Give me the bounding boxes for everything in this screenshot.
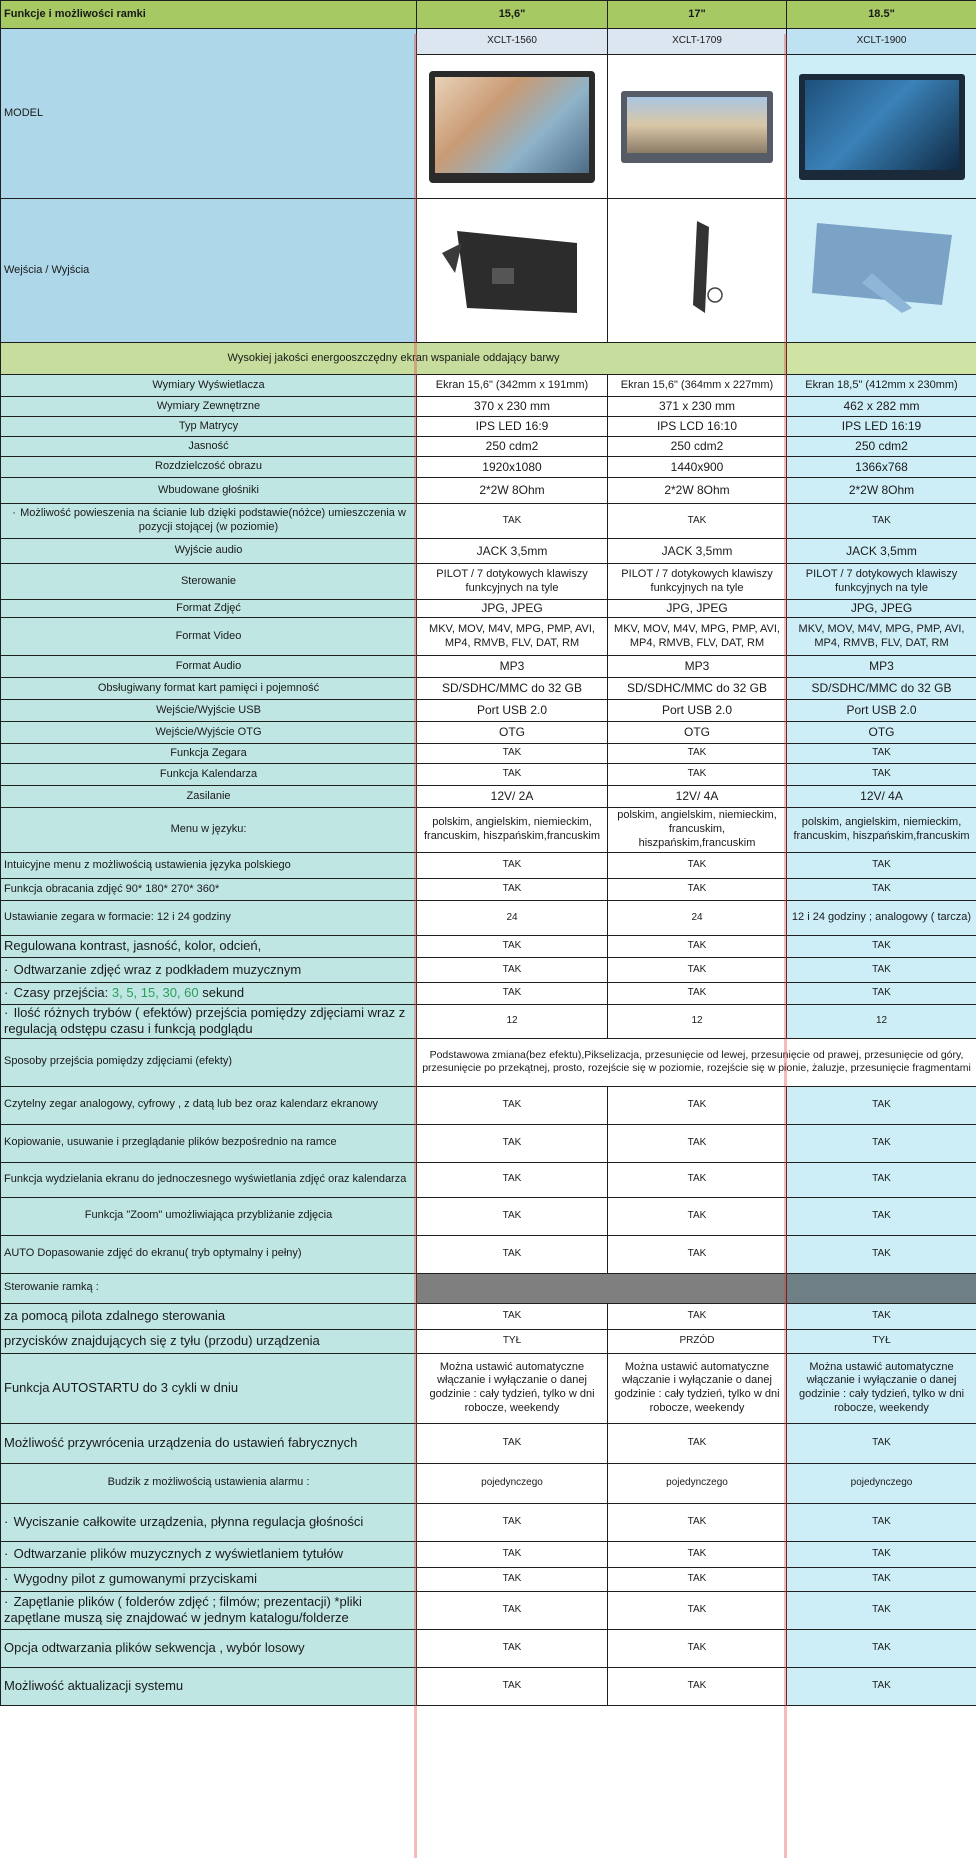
spec-label <box>1 1273 417 1303</box>
spec-value: TAK <box>608 983 787 1005</box>
spec-row <box>1 764 976 786</box>
spec-value: TAK <box>787 1541 976 1567</box>
spec-value: 24 <box>608 901 787 936</box>
spec-value: Można ustawić automatyczne włączanie i wyłączanie o danej godzinie : cały tydzień, tylko w dni robocze, weekendy <box>787 1353 976 1423</box>
spec-row <box>1 958 976 983</box>
spec-value: PILOT / 7 dotykowych klawiszy funkcyjnych na tyle <box>417 564 608 600</box>
spec-row <box>1 1629 976 1667</box>
label-text: Jasność <box>188 439 229 452</box>
spec-row <box>1 1353 976 1423</box>
spec-label <box>1 539 417 564</box>
spec-row <box>1 1005 976 1039</box>
spec-value: IPS LED 16:9 <box>417 417 608 437</box>
spec-row <box>1 539 976 564</box>
spec-value-merged: Podstawowa zmiana(bez efektu),Pikselizacja, przesunięcie od lewej, przesunięcie od prawej, przesunięcie od góry, przesunięcie po przekątnej, prosto, rozejście się w poziomie, rozejście się w pionie, żaluzje, przesunięcie fragmentami <box>417 1038 976 1086</box>
spec-row <box>1 983 976 1005</box>
label-text: Wymiary Zewnętrzne <box>156 399 261 412</box>
spec-value: Ekran 15,6" (364mm x 227mm) <box>608 375 787 397</box>
spec-row <box>1 618 976 656</box>
spec-label <box>1 722 417 744</box>
frame-front-photo <box>608 55 787 199</box>
spec-value: TAK <box>608 853 787 879</box>
label-text: Możliwość powieszenia na ścianie lub dzięki podstawie(nóżce) umieszczenia w pozycji stojącej (w poziomie) <box>20 507 406 533</box>
label-text: Menu w języku: <box>170 823 247 836</box>
spec-label <box>1 397 417 417</box>
spec-value: 12 <box>787 1005 976 1039</box>
label-text: Funkcja wydzielania ekranu do jednoczesnego wyświetlania zdjęć oraz kalendarza <box>4 1172 407 1185</box>
label-text: Funkcja Kalendarza <box>159 767 258 780</box>
label-text: Ustawianie zegara w formacie: 12 i 24 godziny <box>4 911 231 924</box>
spec-value: 2*2W 8Ohm <box>787 478 976 504</box>
spec-label <box>1 786 417 808</box>
spec-value: 1440x900 <box>608 457 787 478</box>
spec-row <box>1 1503 976 1541</box>
spec-label <box>1 1353 417 1423</box>
spec-label <box>1 1162 417 1197</box>
model-code: XCLT-1900 <box>787 29 976 55</box>
spec-row <box>1 879 976 901</box>
spec-label: · Zapętlanie plików ( folderów zdjęć ; filmów; prezentacji) *pliki zapętlane muszą się znajdować w jednym katalogu/folderze <box>1 1591 417 1629</box>
spec-label <box>1 417 417 437</box>
spec-value: Ekran 15,6" (342mm x 191mm) <box>417 375 608 397</box>
spec-value: 250 cdm2 <box>608 437 787 457</box>
size-header: 18.5" <box>787 1 976 29</box>
label-text: Rozdzielczość obrazu <box>155 460 262 473</box>
io-row <box>1 199 976 343</box>
spec-value: PILOT / 7 dotykowych klawiszy funkcyjnych na tyle <box>608 564 787 600</box>
spec-value: JACK 3,5mm <box>608 539 787 564</box>
spec-value: TAK <box>417 1197 608 1235</box>
spec-value: TAK <box>608 958 787 983</box>
spec-label <box>1 618 417 656</box>
spec-row <box>1 600 976 618</box>
label-text: Możliwość aktualizacji systemu <box>4 1677 184 1693</box>
spec-value: TAK <box>417 1541 608 1567</box>
spec-row <box>1 437 976 457</box>
frame-front-photo <box>417 55 608 199</box>
spec-value: TAK <box>417 1124 608 1162</box>
label-text: Sposoby przejścia pomiędzy zdjęciami (efekty) <box>4 1055 233 1068</box>
frame-back-image <box>802 213 962 323</box>
spec-label <box>1 1197 417 1235</box>
spec-value: TAK <box>608 764 787 786</box>
label-text: Funkcja obracania zdjęć 90* 180* 270* 360* <box>4 882 220 895</box>
spec-value: JPG, JPEG <box>608 600 787 618</box>
spec-value: TAK <box>787 1197 976 1235</box>
spec-value: MP3 <box>417 656 608 678</box>
spec-row <box>1 808 976 853</box>
label-text: Budzik z możliwością ustawienia alarmu : <box>107 1476 310 1489</box>
spec-row <box>1 417 976 437</box>
model-label: MODEL <box>1 29 417 199</box>
spec-label: · Możliwość powieszenia na ścianie lub dzięki podstawie(nóżce) umieszczenia w pozycji stojącej (w poziomie) <box>1 504 417 539</box>
spec-value: OTG <box>608 722 787 744</box>
spec-value: Ekran 18,5" (412mm x 230mm) <box>787 375 976 397</box>
spec-value: TAK <box>608 1162 787 1197</box>
spec-label <box>1 879 417 901</box>
spec-row <box>1 853 976 879</box>
section-divider <box>787 1273 976 1303</box>
label-text: za pomocą pilota zdalnego sterowania <box>4 1307 226 1323</box>
spec-label <box>1 600 417 618</box>
spec-row <box>1 1423 976 1463</box>
spec-value: JACK 3,5mm <box>417 539 608 564</box>
label-text: Czasy przejścia: <box>13 985 112 1001</box>
spec-row <box>1 1086 976 1124</box>
label-text: Zapętlanie plików ( folderów zdjęć ; filmów; prezentacji) *pliki zapętlane muszą się znajdować w jednym katalogu/folderze <box>4 1593 362 1625</box>
spec-value: TAK <box>417 1303 608 1329</box>
spec-value: JPG, JPEG <box>417 600 608 618</box>
spec-label <box>1 656 417 678</box>
spec-row <box>1 397 976 417</box>
label-text: sekund <box>198 985 245 1001</box>
spec-value: MP3 <box>787 656 976 678</box>
label-text: Regulowana kontrast, jasność, kolor, odcień, <box>4 938 262 954</box>
spec-row <box>1 457 976 478</box>
spec-value: 12V/ 4A <box>608 786 787 808</box>
spec-label <box>1 478 417 504</box>
spec-value: PRZÓD <box>608 1329 787 1353</box>
spec-value: 24 <box>417 901 608 936</box>
spec-row <box>1 564 976 600</box>
spec-value: TAK <box>787 764 976 786</box>
spec-label <box>1 1086 417 1124</box>
spec-label <box>1 457 417 478</box>
spec-value: SD/SDHC/MMC do 32 GB <box>417 678 608 700</box>
spec-value: TAK <box>417 1503 608 1541</box>
spec-value: TAK <box>787 936 976 958</box>
spec-value: TYŁ <box>787 1329 976 1353</box>
label-text: Odtwarzanie zdjęć wraz z podkładem muzycznym <box>13 961 302 977</box>
spec-value: 12 i 24 godziny ; analogowy ( tarcza) <box>787 901 976 936</box>
label-text: Funkcja AUTOSTARTU do 3 cykli w dniu <box>4 1379 239 1395</box>
spec-value: TAK <box>417 764 608 786</box>
frame-back-image <box>437 213 587 323</box>
spec-label: · Wyciszanie całkowite urządzenia, płynna regulacja głośności <box>1 1503 417 1541</box>
spec-value: TAK <box>608 1086 787 1124</box>
label-text: Wejście/Wyjście OTG <box>155 725 262 738</box>
spec-row <box>1 504 976 539</box>
label-text: Format Audio <box>175 659 242 672</box>
spec-value: 12V/ 4A <box>787 786 976 808</box>
spec-value: 2*2W 8Ohm <box>417 478 608 504</box>
spec-value: MKV, MOV, M4V, MPG, PMP, AVI, MP4, RMVB, FLV, DAT, RM <box>608 618 787 656</box>
spec-value: pojedynczego <box>787 1463 976 1503</box>
frame-back-photo <box>608 199 787 343</box>
spec-value: 250 cdm2 <box>787 437 976 457</box>
spec-value: polskim, angielskim, niemieckim, francuskim, hiszpańskim,francuskim <box>417 808 608 853</box>
spec-value: TYŁ <box>417 1329 608 1353</box>
spec-value: TAK <box>608 1667 787 1705</box>
spec-value: 1920x1080 <box>417 457 608 478</box>
spec-value: SD/SDHC/MMC do 32 GB <box>787 678 976 700</box>
spec-row <box>1 1303 976 1329</box>
label-text: Typ Matrycy <box>178 419 239 432</box>
spec-value: TAK <box>417 1235 608 1273</box>
spec-row <box>1 901 976 936</box>
label-text: Format Zdjęć <box>176 601 241 614</box>
spec-row <box>1 786 976 808</box>
spec-row <box>1 1273 976 1303</box>
column-divider <box>414 34 417 1858</box>
spec-value: TAK <box>608 744 787 764</box>
spec-value: 462 x 282 mm <box>787 397 976 417</box>
label-text: Wbudowane głośniki <box>158 483 259 496</box>
spec-value: 2*2W 8Ohm <box>608 478 787 504</box>
spec-row <box>1 1541 976 1567</box>
label-text: Możliwość przywrócenia urządzenia do ustawień fabrycznych <box>4 1434 358 1450</box>
column-divider <box>784 34 787 1858</box>
spec-label <box>1 678 417 700</box>
spec-value: MKV, MOV, M4V, MPG, PMP, AVI, MP4, RMVB, FLV, DAT, RM <box>787 618 976 656</box>
spec-value: OTG <box>787 722 976 744</box>
model-code: XCLT-1560 <box>417 29 608 55</box>
spec-label <box>1 564 417 600</box>
spec-value: polskim, angielskim, niemieckim, francuskim, hiszpańskim,francuskim <box>787 808 976 853</box>
label-text: Obsługiwany format kart pamięci i pojemność <box>97 681 320 694</box>
spec-label <box>1 1423 417 1463</box>
label-text: Intuicyjne menu z możliwością ustawienia języka polskiego <box>4 858 291 871</box>
spec-value: TAK <box>417 1667 608 1705</box>
spec-value: MKV, MOV, M4V, MPG, PMP, AVI, MP4, RMVB, FLV, DAT, RM <box>417 618 608 656</box>
header-row <box>1 1 976 29</box>
label-text: AUTO Dopasowanie zdjęć do ekranu( tryb optymalny i pełny) <box>4 1247 302 1260</box>
spec-value: MP3 <box>608 656 787 678</box>
spec-label <box>1 1463 417 1503</box>
spec-value: TAK <box>417 1423 608 1463</box>
spec-value: TAK <box>608 504 787 539</box>
io-label: Wejścia / Wyjścia <box>1 199 417 343</box>
spec-value: TAK <box>787 1235 976 1273</box>
spec-label <box>1 700 417 722</box>
spec-value: TAK <box>417 1086 608 1124</box>
frame-front-photo <box>787 55 976 199</box>
spec-label: · Odtwarzanie plików muzycznych z wyświetlaniem tytułów <box>1 1541 417 1567</box>
frame-back-photo <box>787 199 976 343</box>
spec-label <box>1 1303 417 1329</box>
spec-row <box>1 700 976 722</box>
spec-value: 371 x 230 mm <box>608 397 787 417</box>
spec-value: TAK <box>608 1629 787 1667</box>
spec-value: TAK <box>417 744 608 764</box>
spec-label <box>1 744 417 764</box>
banner-text: Wysokiej jakości energooszczędny ekran wspaniale oddający barwy <box>1 343 787 375</box>
spec-row <box>1 1235 976 1273</box>
spec-value: JACK 3,5mm <box>787 539 976 564</box>
frame-back-image <box>657 213 737 323</box>
spec-value: TAK <box>417 1567 608 1591</box>
spec-value: TAK <box>608 1197 787 1235</box>
spec-label <box>1 808 417 853</box>
spec-row <box>1 1567 976 1591</box>
spec-value: OTG <box>417 722 608 744</box>
size-header: 17" <box>608 1 787 29</box>
spec-label <box>1 1124 417 1162</box>
spec-row <box>1 722 976 744</box>
frame-back-photo <box>417 199 608 343</box>
spec-value: TAK <box>417 983 608 1005</box>
label-text: Wyciszanie całkowite urządzenia, płynna regulacja głośności <box>13 1513 364 1529</box>
spec-row <box>1 1329 976 1353</box>
label-text: Wyjście audio <box>174 544 243 557</box>
spec-value: Port USB 2.0 <box>608 700 787 722</box>
spec-value: TAK <box>417 853 608 879</box>
spec-value: TAK <box>787 1303 976 1329</box>
spec-label <box>1 437 417 457</box>
spec-value: Można ustawić automatyczne włączanie i wyłączanie o danej godzinie : cały tydzień, tylko w dni robocze, weekendy <box>608 1353 787 1423</box>
spec-row <box>1 1162 976 1197</box>
label-text: Funkcja Zegara <box>170 746 247 759</box>
size-header: 15,6" <box>417 1 608 29</box>
label-text: Ilość różnych trybów ( efektów) przejścia pomiędzy zdjęciami wraz z regulacją odstępu czasu i funkcją podglądu <box>4 1005 406 1037</box>
spec-row <box>1 1038 976 1086</box>
label-text: Wejście/Wyjście USB <box>156 703 261 716</box>
spec-row <box>1 478 976 504</box>
spec-row <box>1 1197 976 1235</box>
spec-value: TAK <box>787 879 976 901</box>
spec-value: TAK <box>787 983 976 1005</box>
spec-label <box>1 1667 417 1705</box>
section-divider <box>417 1273 787 1303</box>
label-text: przycisków znajdujących się z tyłu (przodu) urządzenia <box>4 1332 320 1348</box>
spec-label <box>1 1038 417 1086</box>
spec-value: 250 cdm2 <box>417 437 608 457</box>
spec-value: TAK <box>787 1124 976 1162</box>
spec-label: · Odtwarzanie zdjęć wraz z podkładem muzycznym <box>1 958 417 983</box>
spec-value: TAK <box>608 1235 787 1273</box>
spec-value: TAK <box>787 1503 976 1541</box>
label-text: Sterowanie <box>180 574 237 587</box>
spec-value: pojedynczego <box>608 1463 787 1503</box>
spec-value: IPS LCD 16:10 <box>608 417 787 437</box>
label-text: Zasilanie <box>186 789 231 802</box>
spec-value: pojedynczego <box>417 1463 608 1503</box>
label-text: Wygodny pilot z gumowanymi przyciskami <box>13 1570 257 1586</box>
spec-row <box>1 656 976 678</box>
label-text: Opcja odtwarzania plików sekwencja , wybór losowy <box>4 1639 305 1655</box>
spec-row <box>1 1591 976 1629</box>
spec-value: TAK <box>787 1629 976 1667</box>
spec-value: TAK <box>787 1162 976 1197</box>
spec-value: TAK <box>608 879 787 901</box>
spec-value: TAK <box>608 1503 787 1541</box>
spec-value: Port USB 2.0 <box>787 700 976 722</box>
label-text: Odtwarzanie plików muzycznych z wyświetlaniem tytułów <box>13 1545 344 1561</box>
spec-value: 12V/ 2A <box>417 786 608 808</box>
spec-label: · Wygodny pilot z gumowanymi przyciskami <box>1 1567 417 1591</box>
spec-value: TAK <box>787 744 976 764</box>
spec-label <box>1 1629 417 1667</box>
label-text: Wymiary Wyświetlacza <box>152 378 265 391</box>
spec-value: TAK <box>787 853 976 879</box>
spec-value: polskim, angielskim, niemieckim, francuskim, hiszpańskim,francuskim <box>608 808 787 853</box>
spec-value: TAK <box>417 879 608 901</box>
spec-value: TAK <box>787 1086 976 1124</box>
model-code-row <box>1 29 976 55</box>
spec-value: TAK <box>608 936 787 958</box>
spec-label <box>1 936 417 958</box>
spec-row <box>1 375 976 397</box>
spec-value: TAK <box>787 1591 976 1629</box>
spec-value: TAK <box>417 1629 608 1667</box>
spec-row <box>1 1124 976 1162</box>
spec-value: TAK <box>787 958 976 983</box>
spec-value: TAK <box>417 1591 608 1629</box>
spec-label <box>1 1235 417 1273</box>
spec-value: TAK <box>787 1423 976 1463</box>
label-text: Czytelny zegar analogowy, cyfrowy , z datą lub bez oraz kalendarz ekranowy <box>4 1098 378 1111</box>
spec-value: TAK <box>608 1541 787 1567</box>
banner-end <box>787 343 976 375</box>
spec-label <box>1 853 417 879</box>
spec-row <box>1 678 976 700</box>
spec-row <box>1 744 976 764</box>
spec-value: Port USB 2.0 <box>417 700 608 722</box>
label-accent: 3, 5, 15, 30, 60 <box>111 985 199 1001</box>
label-text: Funkcja "Zoom" umożliwiająca przybliżanie zdjęcia <box>84 1209 333 1222</box>
spec-value: TAK <box>787 504 976 539</box>
spec-value: TAK <box>417 504 608 539</box>
spec-value: Można ustawić automatyczne włączanie i wyłączanie o danej godzinie : cały tydzień, tylko w dni robocze, weekendy <box>417 1353 608 1423</box>
spec-value: PILOT / 7 dotykowych klawiszy funkcyjnych na tyle <box>787 564 976 600</box>
spec-label <box>1 375 417 397</box>
spec-value: 370 x 230 mm <box>417 397 608 417</box>
spec-value: TAK <box>417 958 608 983</box>
label-text: Kopiowanie, usuwanie i przeglądanie plików bezpośrednio na ramce <box>4 1136 337 1149</box>
spec-value: TAK <box>787 1567 976 1591</box>
spec-value: 1366x768 <box>787 457 976 478</box>
spec-value: TAK <box>608 1567 787 1591</box>
spec-value: TAK <box>608 1303 787 1329</box>
spec-value: TAK <box>608 1423 787 1463</box>
spec-value: TAK <box>787 1667 976 1705</box>
spec-value: TAK <box>608 1124 787 1162</box>
spec-row <box>1 936 976 958</box>
table-title: Funkcje i możliwości ramki <box>1 1 417 29</box>
spec-value: 12 <box>608 1005 787 1039</box>
spec-value: JPG, JPEG <box>787 600 976 618</box>
spec-row <box>1 1667 976 1705</box>
spec-value: TAK <box>608 1591 787 1629</box>
model-code: XCLT-1709 <box>608 29 787 55</box>
spec-label <box>1 901 417 936</box>
spec-value: IPS LED 16:19 <box>787 417 976 437</box>
banner-row <box>1 343 976 375</box>
spec-label: · Ilość różnych trybów ( efektów) przejścia pomiędzy zdjęciami wraz z regulacją odstępu czasu i funkcją podglądu <box>1 1005 417 1039</box>
spec-label: · Czasy przejścia: 3, 5, 15, 30, 60 sekund <box>1 983 417 1005</box>
label-text: Sterowanie ramką : <box>4 1281 99 1294</box>
spec-label <box>1 1329 417 1353</box>
label-text: Format Video <box>175 629 242 642</box>
spec-row <box>1 1463 976 1503</box>
spec-value: 12 <box>417 1005 608 1039</box>
spec-value: TAK <box>417 936 608 958</box>
spec-value: SD/SDHC/MMC do 32 GB <box>608 678 787 700</box>
spec-label <box>1 764 417 786</box>
spec-value: TAK <box>417 1162 608 1197</box>
